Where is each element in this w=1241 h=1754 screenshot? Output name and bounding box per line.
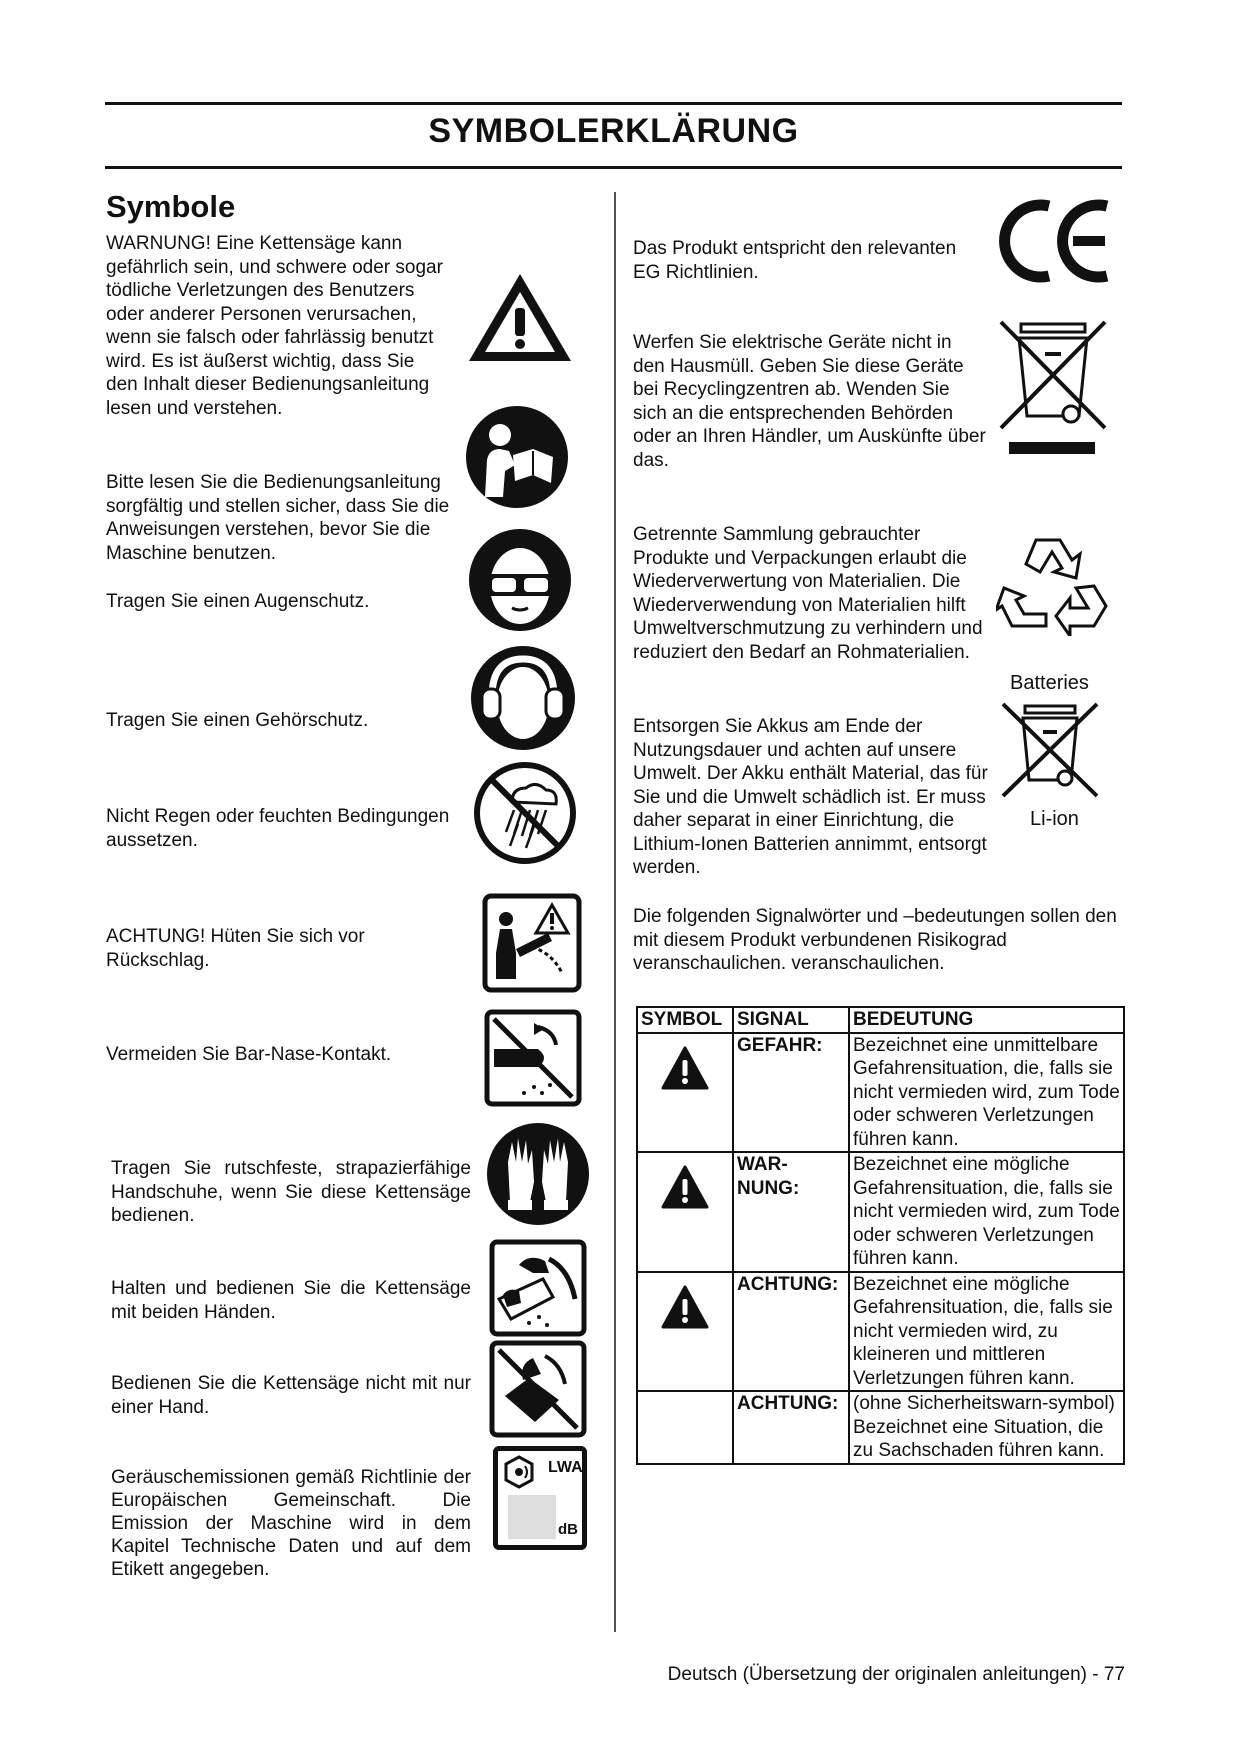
two-hands-text: Halten und bedienen Sie die Kettensäge mit beiden Händen. bbox=[111, 1278, 471, 1323]
battery-text: Entsorgen Sie Akkus am Ende der Nutzungsdauer und achten auf unsere Umwelt. Der Akku enthält Material, das für Sie und die Umwelt schädlich ist. Er muss daher separat in einer Einrichtung, die Lithium-Ionen Batterien annimmt, entsorgt werden. bbox=[633, 716, 988, 878]
noise-value-box bbox=[508, 1495, 556, 1539]
ear-protection-text: Tragen Sie einen Gehörschutz. bbox=[106, 710, 369, 731]
noise-text: Geräuschemissionen gemäß Richtlinie der Europäischen Gemeinschaft. Die Emission der Maschine wird in dem Kapitel Technische Daten und auf dem Etikett angegeben. bbox=[111, 1467, 471, 1580]
recycle-text: Getrennte Sammlung gebrauchter Produkte und Verpackungen erlaubt die Wiederverwertung von Materialien. Die Wiederverwendung von Materialien hilft Umweltverschmutzung zu verhindern und reduziert den Bedarf an Rohmaterialien. bbox=[633, 524, 983, 663]
two-hands-icon bbox=[489, 1239, 587, 1337]
noise-emission-icon bbox=[493, 1446, 587, 1550]
battery-label-bottom: Li-ion bbox=[1030, 808, 1079, 830]
kickback-text: ACHTUNG! Hüten Sie sich vor Rückschlag. bbox=[106, 926, 365, 971]
signal-word: ACHTUNG: bbox=[733, 1272, 849, 1392]
warning-text: WARNUNG! Eine Kettensäge kann gefährlich sein, und schwere oder sogar tödliche Verletzungen des Benutzers oder anderer Personen verursachen, wenn sie falsch oder fahrlässig benutzt wird. Es ist äußerst wichtig, dass Sie den Inhalt dieser Bedienungsanleitung lesen und verstehen. bbox=[106, 233, 443, 419]
no-one-hand-text: Bedienen Sie die Kettensäge nicht mit nur einer Hand. bbox=[111, 1373, 471, 1418]
table-row bbox=[637, 1033, 1124, 1153]
caution-symbol-icon bbox=[661, 1285, 709, 1329]
column-divider bbox=[614, 192, 616, 1632]
table-row bbox=[637, 1391, 1124, 1464]
gloves-text: Tragen Sie rutschfeste, strapazierfähige Handschuhe, wenn Sie diese Kettensäge bedienen. bbox=[111, 1158, 471, 1226]
kickback-icon bbox=[482, 893, 582, 993]
recycle-icon bbox=[996, 530, 1114, 636]
eye-protection-icon bbox=[468, 528, 572, 632]
signal-meaning: Bezeichnet eine mögliche Gefahrensituation, die, falls sie nicht vermieden wird, zu kleineren und mittleren Verletzungen führen kann. bbox=[849, 1272, 1124, 1392]
danger-symbol-icon bbox=[661, 1046, 709, 1090]
signal-meaning: Bezeichnet eine mögliche Gefahrensituation, die, falls sie nicht vermieden wird, zum Tode oder schweren Verletzungen führen kann. bbox=[849, 1152, 1124, 1272]
ear-protection-icon bbox=[470, 645, 576, 751]
warning-symbol-icon bbox=[661, 1165, 709, 1209]
signal-table bbox=[636, 1006, 1125, 1465]
header-signal: SIGNAL bbox=[733, 1007, 849, 1033]
sound-level-icon bbox=[502, 1455, 536, 1489]
title-rule bbox=[105, 166, 1122, 169]
no-rain-icon bbox=[472, 760, 578, 866]
db-label: dB bbox=[558, 1521, 578, 1538]
bar-nose-text: Vermeiden Sie Bar-Nase-Kontakt. bbox=[106, 1044, 392, 1065]
weee-text: Werfen Sie elektrische Geräte nicht in den Hausmüll. Geben Sie diese Geräte bei Recyclingzentren ab. Wenden Sie sich an die entsprechenden Behörden oder an Ihren Händler, um Auskünfte über das. bbox=[633, 332, 986, 471]
section-heading: Symbole bbox=[106, 189, 236, 224]
battery-bin-icon bbox=[995, 700, 1105, 800]
manual-text: Bitte lesen Sie die Bedienungsanleitung sorgfältig und stellen sicher, dass Sie die Anweisungen verstehen, bevor Sie die Maschine benutzen. bbox=[106, 472, 450, 564]
table-header bbox=[637, 1007, 1124, 1033]
signal-word: WAR-NUNG: bbox=[733, 1152, 849, 1272]
top-rule bbox=[105, 102, 1122, 105]
eye-protection-text: Tragen Sie einen Augenschutz. bbox=[106, 591, 370, 612]
ce-text: Das Produkt entspricht den relevanten EG Richtlinien. bbox=[633, 238, 957, 283]
signal-meaning: (ohne Sicherheitswarn-symbol) Bezeichnet eine Situation, die zu Sachschaden führen kann. bbox=[849, 1391, 1124, 1464]
read-manual-icon bbox=[465, 405, 569, 509]
gloves-icon bbox=[486, 1122, 590, 1226]
bar-nose-contact-icon bbox=[484, 1009, 582, 1107]
header-meaning: BEDEUTUNG bbox=[849, 1007, 1124, 1033]
signal-word: ACHTUNG: bbox=[733, 1391, 849, 1464]
no-rain-text: Nicht Regen oder feuchten Bedingungen aussetzen. bbox=[106, 806, 450, 851]
table-row bbox=[637, 1152, 1124, 1272]
no-one-hand-icon bbox=[489, 1340, 587, 1438]
ce-mark-icon bbox=[997, 196, 1113, 286]
battery-label-top: Batteries bbox=[1010, 672, 1089, 694]
signal-meaning: Bezeichnet eine unmittelbare Gefahrensituation, die, falls sie nicht vermieden wird, zum Tode oder schweren Verletzungen führen kann. bbox=[849, 1033, 1124, 1153]
table-row bbox=[637, 1272, 1124, 1392]
signal-intro-text: Die folgenden Signalwörter und –bedeutungen sollen den mit diesem Produkt verbundenen Risikograd veranschaulichen. veranschaulichen. bbox=[633, 906, 1117, 974]
page-footer: Deutsch (Übersetzung der originalen anleitungen) - 77 bbox=[667, 1664, 1125, 1685]
warning-triangle-icon bbox=[465, 270, 575, 365]
page-title: SYMBOLERKLÄRUNG bbox=[428, 112, 799, 150]
lwa-label: LWA bbox=[548, 1459, 583, 1476]
weee-bin-icon bbox=[995, 316, 1111, 462]
header-symbol: SYMBOL bbox=[637, 1007, 733, 1033]
signal-word: GEFAHR: bbox=[733, 1033, 849, 1153]
